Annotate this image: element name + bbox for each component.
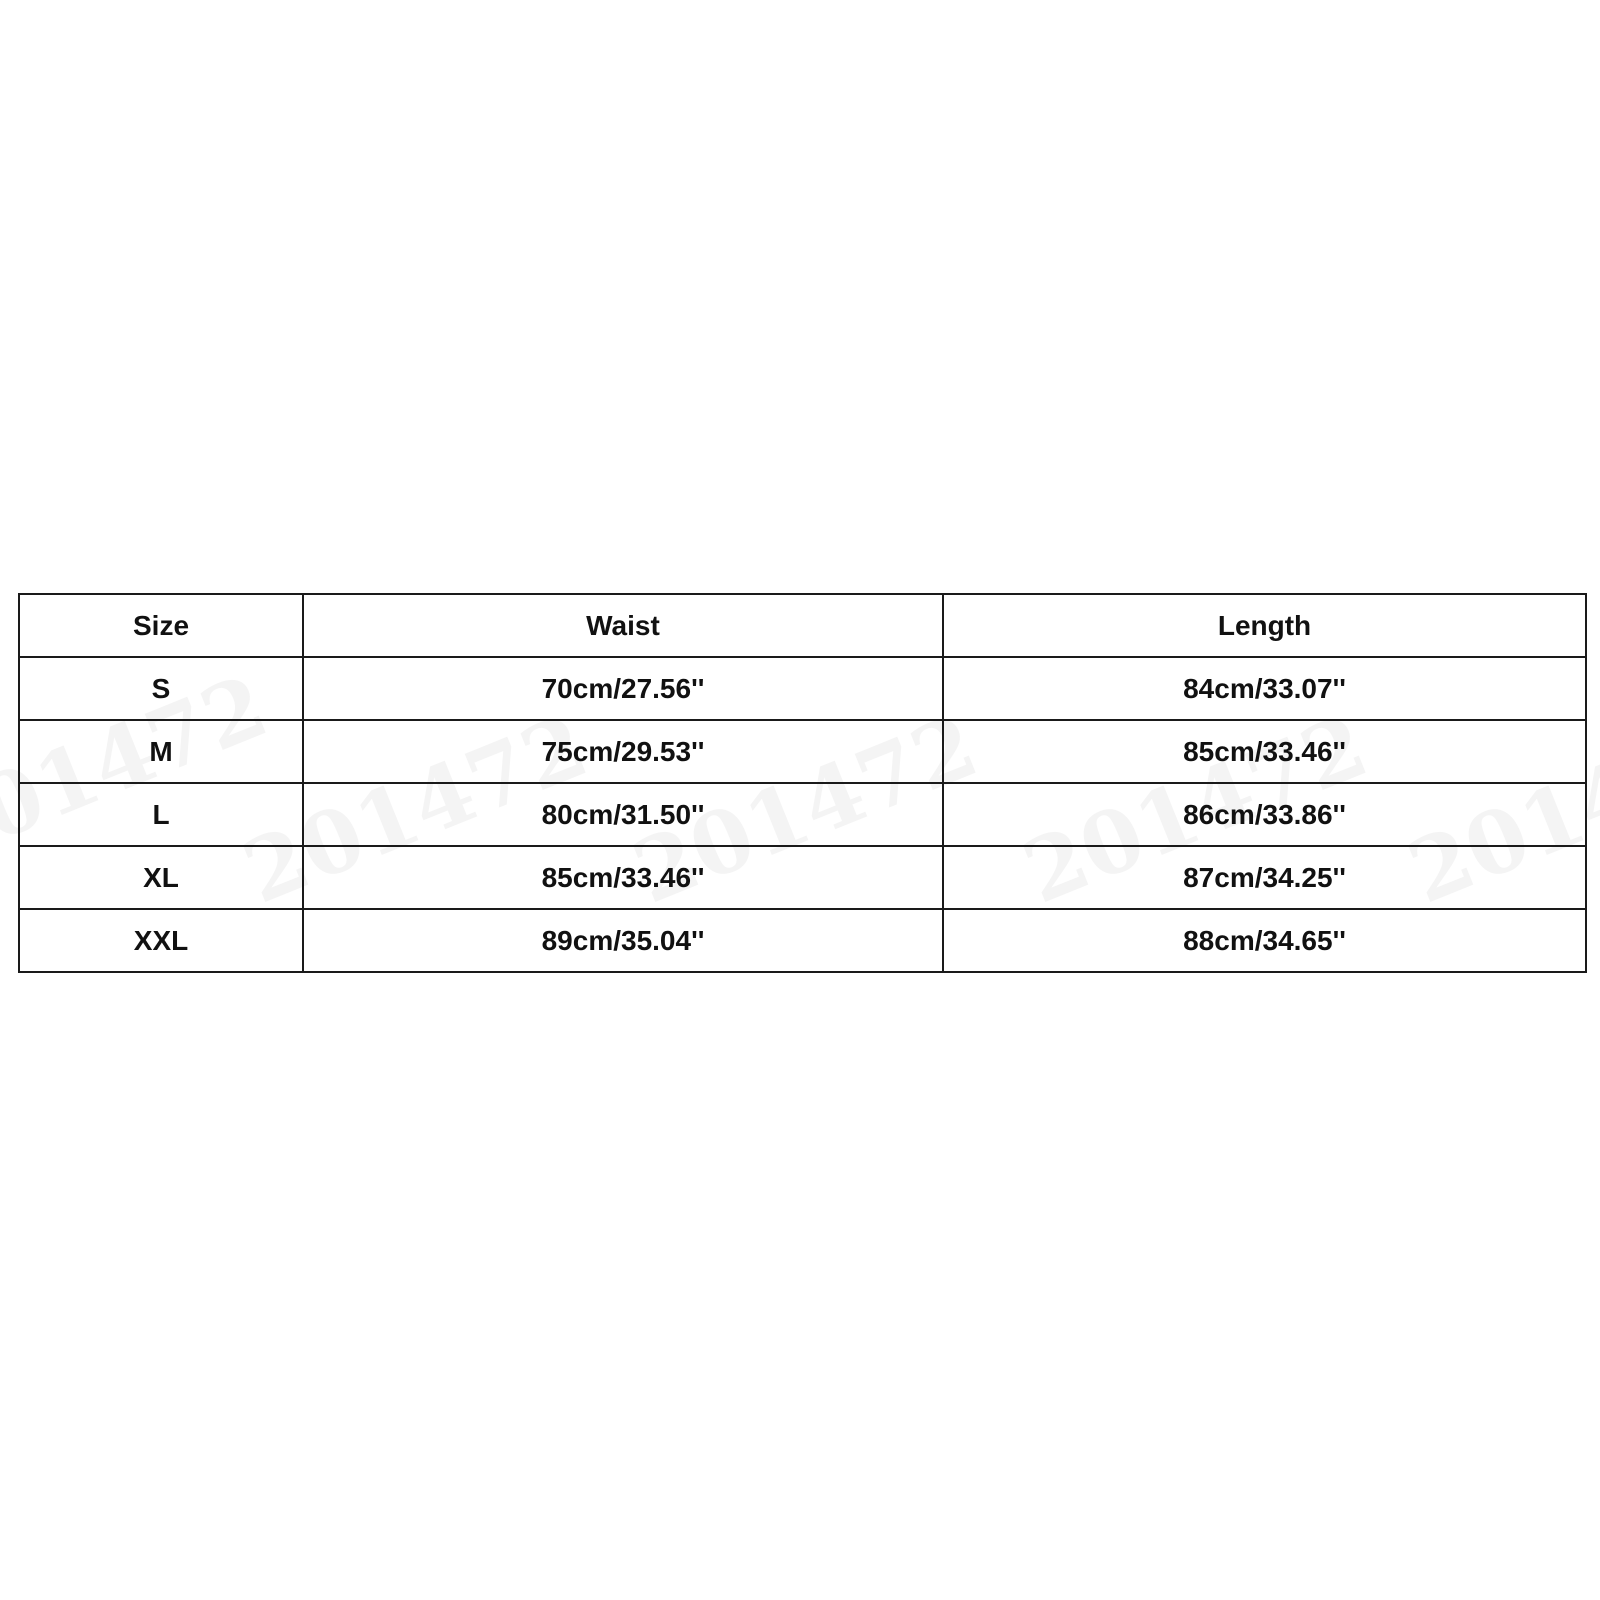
table-row	[19, 657, 1586, 720]
size-cell: XXL	[19, 909, 303, 972]
table-row	[19, 720, 1586, 783]
waist-cell: 80cm/31.50''	[303, 783, 943, 846]
waist-cell: 89cm/35.04''	[303, 909, 943, 972]
table-row	[19, 783, 1586, 846]
table-row	[19, 909, 1586, 972]
length-cell: 86cm/33.86''	[943, 783, 1586, 846]
waist-cell: 75cm/29.53''	[303, 720, 943, 783]
header-length: Length	[943, 594, 1586, 657]
size-cell: XL	[19, 846, 303, 909]
table-row	[19, 846, 1586, 909]
length-cell: 84cm/33.07''	[943, 657, 1586, 720]
size-cell: L	[19, 783, 303, 846]
length-cell: 88cm/34.65''	[943, 909, 1586, 972]
length-cell: 85cm/33.46''	[943, 720, 1586, 783]
size-cell: M	[19, 720, 303, 783]
header-waist: Waist	[303, 594, 943, 657]
size-cell: S	[19, 657, 303, 720]
length-cell: 87cm/34.25''	[943, 846, 1586, 909]
size-chart-table	[18, 593, 1587, 973]
header-size: Size	[19, 594, 303, 657]
waist-cell: 70cm/27.56''	[303, 657, 943, 720]
header-row	[19, 594, 1586, 657]
waist-cell: 85cm/33.46''	[303, 846, 943, 909]
